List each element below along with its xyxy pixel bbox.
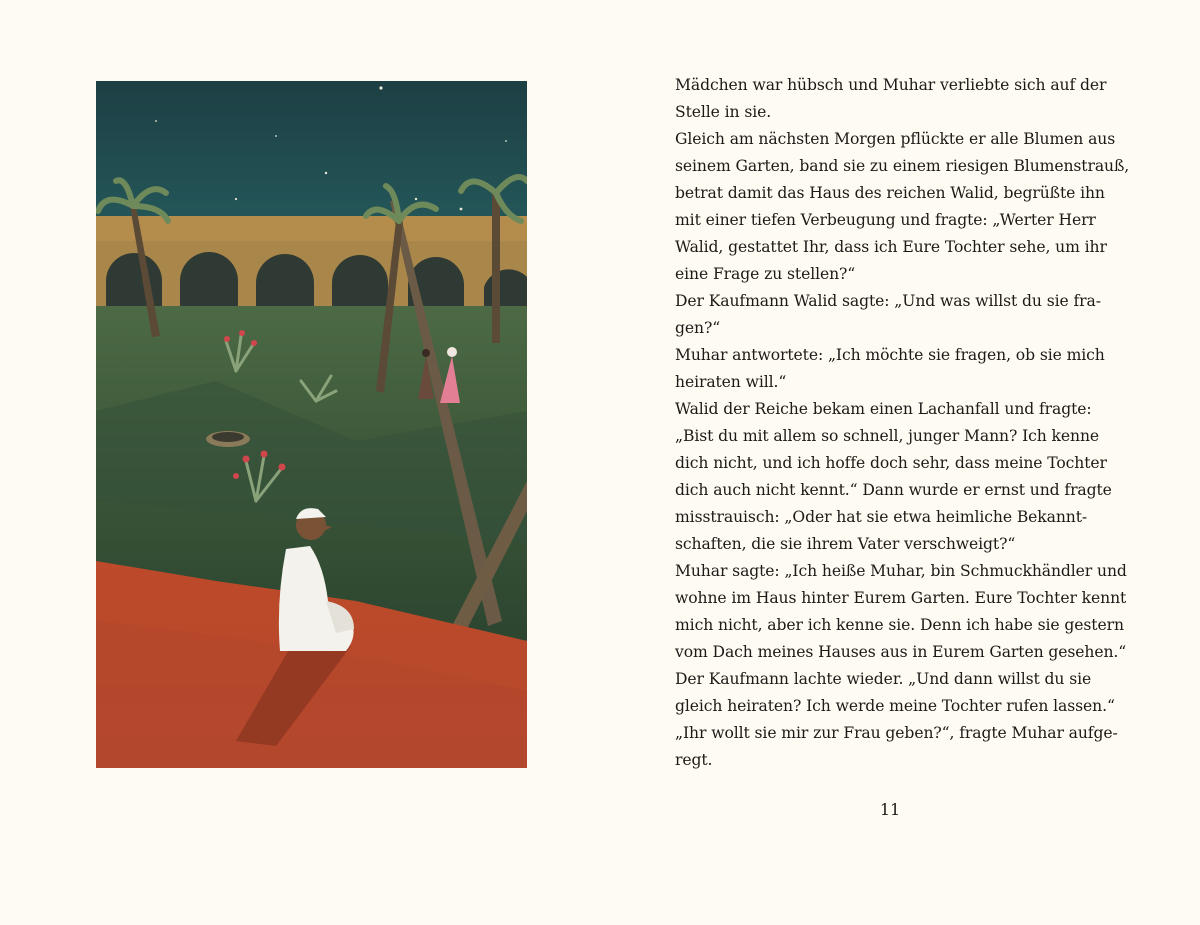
text-line: eine Frage zu stellen?“ bbox=[675, 265, 856, 283]
text-line: „Bist du mit allem so schnell, junger Mann? Ich kenne bbox=[675, 427, 1100, 445]
night-sky bbox=[96, 81, 527, 231]
text-line: Der Kaufmann Walid sagte: „Und was willst du sie fra- bbox=[675, 292, 1101, 310]
text-line: dich nicht, und ich hoffe doch sehr, dass meine Tochter bbox=[675, 454, 1107, 472]
text-line: gleich heiraten? Ich werde meine Tochter rufen lassen.“ bbox=[675, 697, 1115, 715]
text-line: betrat damit das Haus des reichen Walid, begrüßte ihn bbox=[675, 184, 1105, 202]
text-line: dich auch nicht kennt.“ Dann wurde er ernst und fragte bbox=[675, 481, 1112, 499]
text-line: Walid der Reiche bekam einen Lachanfall und fragte: bbox=[675, 400, 1092, 418]
text-line: schaften, die sie ihrem Vater verschweigt?“ bbox=[675, 535, 1016, 553]
text-line: Gleich am nächsten Morgen pflückte er alle Blumen aus bbox=[675, 130, 1116, 148]
text-line: heiraten will.“ bbox=[675, 373, 787, 391]
page-number: 11 bbox=[879, 800, 901, 819]
text-line: vom Dach meines Hauses aus in Eurem Garten gesehen.“ bbox=[675, 643, 1127, 661]
text-line: Stelle in sie. bbox=[675, 103, 772, 121]
text-line: gen?“ bbox=[675, 319, 721, 337]
text-line: Der Kaufmann lachte wieder. „Und dann willst du sie bbox=[675, 670, 1092, 688]
text-line: Mädchen war hübsch und Muhar verliebte sich auf der bbox=[675, 76, 1107, 94]
text-line: regt. bbox=[675, 751, 713, 769]
text-line: misstrauisch: „Oder hat sie etwa heimliche Bekannt- bbox=[675, 508, 1088, 526]
text-line: Muhar sagte: „Ich heiße Muhar, bin Schmuckhändler und bbox=[675, 562, 1127, 580]
text-line: seinem Garten, band sie zu einem riesigen Blumenstrauß, bbox=[675, 157, 1130, 175]
text-line: Walid, gestattet Ihr, dass ich Eure Tochter sehe, um ihr bbox=[675, 238, 1107, 256]
text-line: „Ihr wollt sie mir zur Frau geben?“, fragte Muhar aufge- bbox=[675, 724, 1118, 742]
text-line: wohne im Haus hinter Eurem Garten. Eure Tochter kennt bbox=[675, 589, 1127, 607]
text-line: mich nicht, aber ich kenne sie. Denn ich habe sie gestern bbox=[675, 616, 1124, 634]
garden-night-illustration bbox=[96, 81, 527, 768]
story-text bbox=[675, 72, 1130, 774]
text-line: mit einer tiefen Verbeugung und fragte: „Werter Herr bbox=[675, 211, 1096, 229]
garden-wall-top bbox=[96, 216, 527, 244]
text-line: Muhar antwortete: „Ich möchte sie fragen, ob sie mich bbox=[675, 346, 1105, 364]
